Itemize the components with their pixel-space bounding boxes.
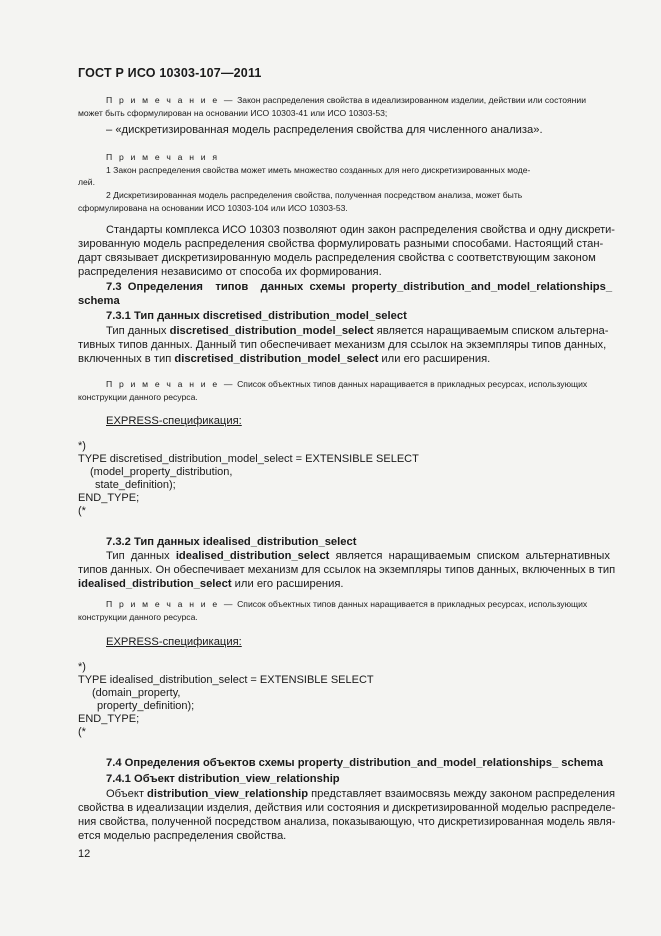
paragraph-line: свойства в идеализации изделия, действия или состояния и дискретизированной моделью распределе- <box>78 802 616 814</box>
note-text: конструкции данного ресурса. <box>78 612 198 622</box>
paragraph-line: Стандарты комплекса ИСО 10303 позволяют один закон распределения свойства и одну дискрети- <box>106 224 615 236</box>
note-item: сформулирована на основании ИСО 10303-104 или ИСО 10303-53. <box>78 203 348 213</box>
code-line: *) <box>78 661 86 673</box>
note-label: П р и м е ч а н и е — <box>106 599 235 609</box>
express-spec-label: EXPRESS-спецификация: <box>106 636 242 648</box>
dash-list-item: – «дискретизированная модель распределения свойства для численного анализа». <box>106 124 543 136</box>
note-text: может быть сформулирован на основании ИСО 10303-41 или ИСО 10303-53; <box>78 108 388 118</box>
paragraph-line: дарт связывает дискретизированную модель распределения свойства с соответствующим законом <box>78 252 596 264</box>
note-label: П р и м е ч а н и е — <box>106 379 235 389</box>
code-line: (* <box>78 505 86 517</box>
code-line: TYPE discretised_distribution_model_select = EXTENSIBLE SELECT <box>78 453 419 465</box>
express-spec-label: EXPRESS-спецификация: <box>106 415 242 427</box>
code-line: state_definition); <box>95 479 176 491</box>
note-label: П р и м е ч а н и е — <box>106 95 235 105</box>
subsection-heading: 7.3.2 Тип данных idealised_distribution_select <box>106 536 357 548</box>
paragraph-line: Тип данных idealised_distribution_select является наращиваемым списком альтернативных <box>106 550 610 562</box>
section-heading: 7.3 Определения типов данных схемы property_distribution_and_model_relationships_ <box>106 281 613 293</box>
page-number: 12 <box>78 848 91 860</box>
code-line: (model_property_distribution, <box>90 466 233 478</box>
note-line: П р и м е ч а н и е — Список объектных типов данных наращивается в прикладных ресурсах, использующих <box>106 379 588 389</box>
subsection-heading: 7.4.1 Объект distribution_view_relationship <box>106 773 340 785</box>
code-line: END_TYPE; <box>78 492 140 504</box>
subsection-heading: 7.3.1 Тип данных discretised_distribution_model_select <box>106 310 407 322</box>
paragraph-line: распределения независимо от способа их формирования. <box>78 266 382 278</box>
document-header: ГОСТ Р ИСО 10303-107—2011 <box>78 66 262 80</box>
section-heading: 7.4 Определения объектов схемы property_distribution_and_model_relationships_ schema <box>106 757 603 769</box>
note-item: 1 Закон распределения свойства может иметь множество созданных для него дискретизированных моде- <box>106 165 531 175</box>
paragraph-line: ния свойства, полученной посредством анализа, показывающую, что дискретизированная модель явля- <box>78 816 616 828</box>
note-item: лей. <box>78 177 95 187</box>
section-heading-cont: schema <box>78 295 120 307</box>
code-line: (domain_property, <box>92 687 181 699</box>
paragraph-line: включенных в тип discretised_distribution_model_select или его расширения. <box>78 353 491 365</box>
code-line: property_definition); <box>97 700 195 712</box>
code-line: TYPE idealised_distribution_select = EXTENSIBLE SELECT <box>78 674 374 686</box>
code-line: (* <box>78 726 86 738</box>
paragraph-line: типов данных. Он обеспечивает механизм для ссылок на экземпляры типов данных, включенных в тип <box>78 564 616 576</box>
paragraph-line: тивных типов данных. Данный тип обеспечивает механизм для ссылок на экземпляры типов данных, <box>78 339 607 351</box>
note-item: 2 Дискретизированная модель распределения свойства, полученная посредством анализа, может быть <box>106 190 523 200</box>
paragraph-line: зированную модель распределения свойства формулировать разными способами. Настоящий стан- <box>78 238 604 250</box>
code-line: END_TYPE; <box>78 713 140 725</box>
note-text: Закон распределения свойства в идеализированном изделии, действии или состоянии <box>237 95 586 105</box>
paragraph-line: idealised_distribution_select или его расширения. <box>78 578 344 590</box>
paragraph-line: ется моделью распределения свойства. <box>78 830 287 842</box>
note-text: конструкции данного ресурса. <box>78 392 198 402</box>
note-line: П р и м е ч а н и е — Список объектных типов данных наращивается в прикладных ресурсах, использующих <box>106 599 588 609</box>
paragraph-line: Объект distribution_view_relationship представляет взаимосвязь между законом распределения <box>106 788 615 800</box>
notes-title: П р и м е ч а н и я <box>106 152 220 162</box>
paragraph-line: Тип данных discretised_distribution_model_select является наращиваемым списком альтерна- <box>106 325 609 337</box>
code-line: *) <box>78 440 86 452</box>
